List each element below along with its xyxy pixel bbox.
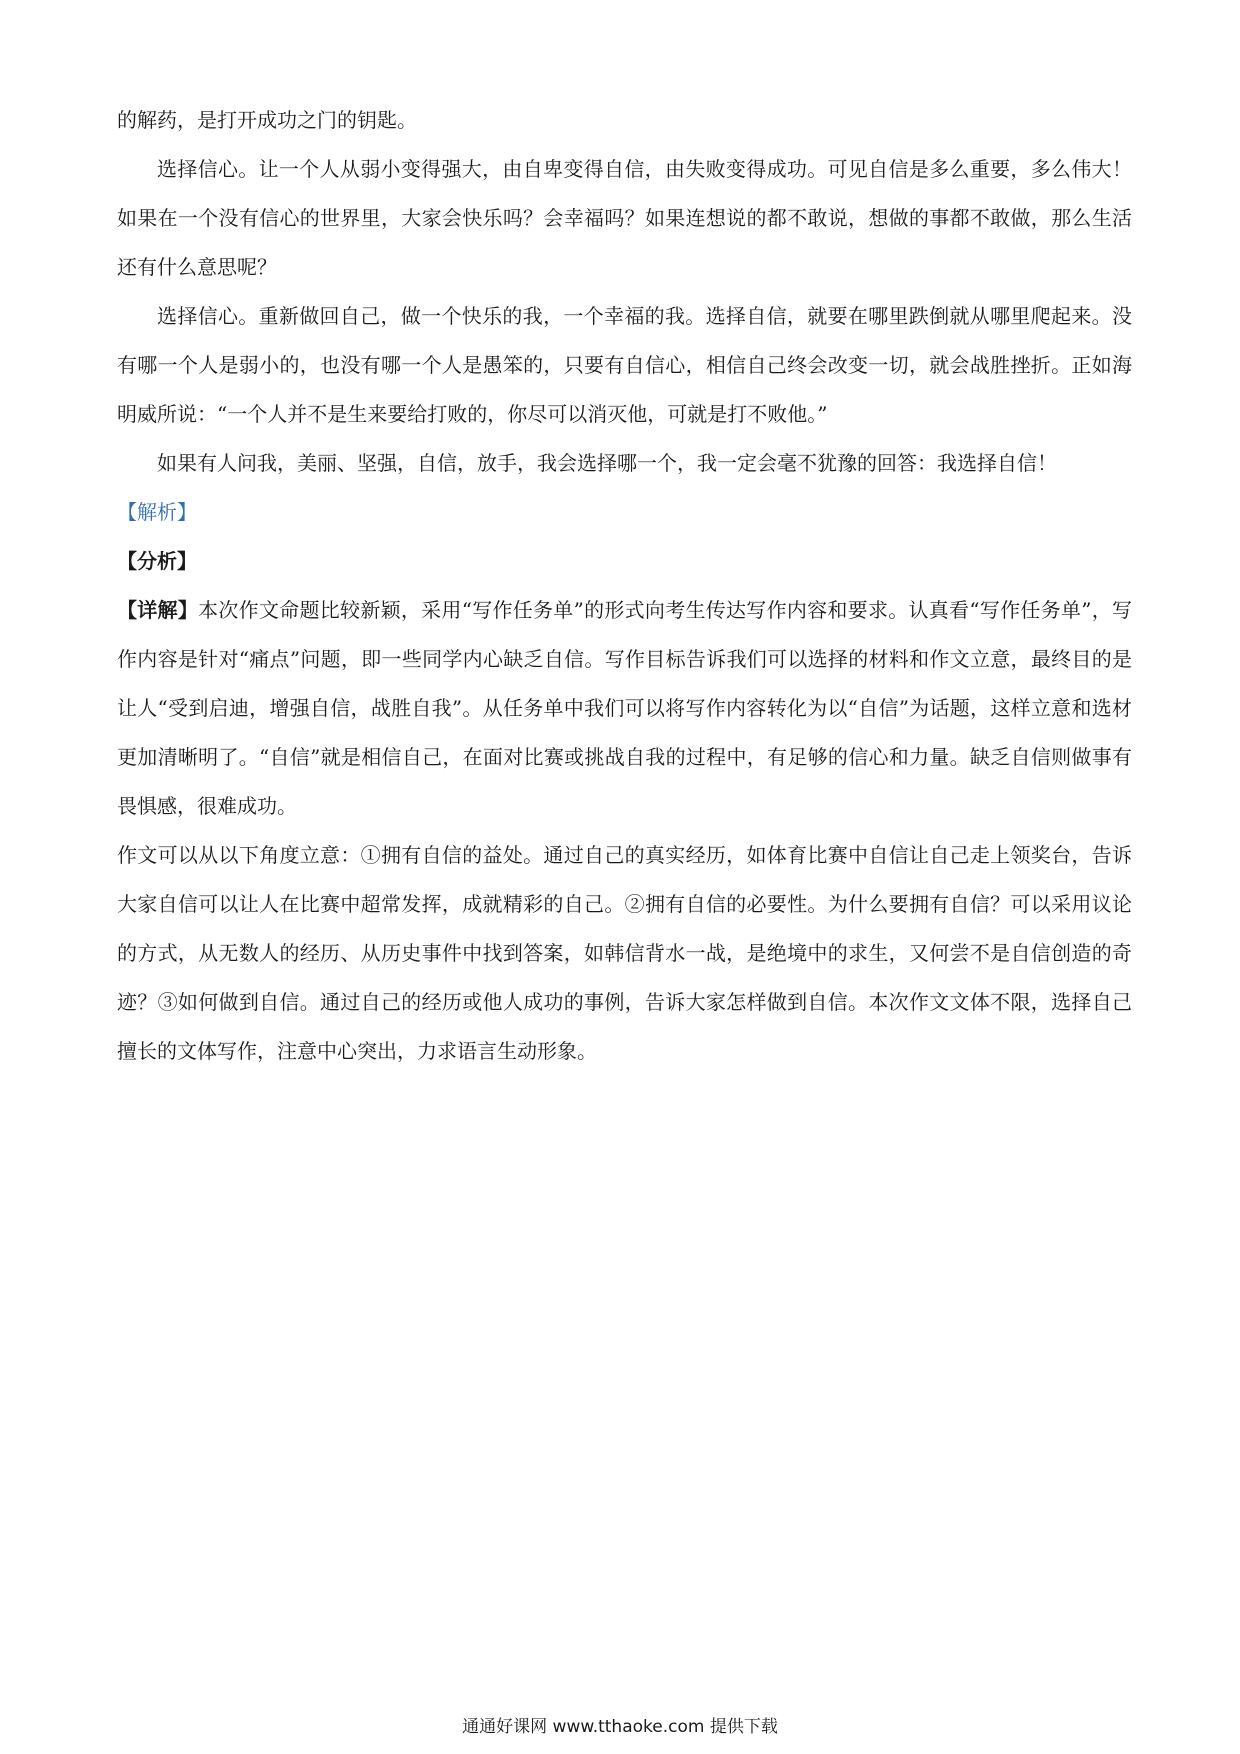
jiexi-label: 【解析】 bbox=[117, 500, 197, 524]
essay-paragraph-4: 如果有人问我，美丽、坚强，自信，放手，我会选择哪一个，我一定会毫不犹豫的回答：我选择自信！ bbox=[157, 451, 1057, 475]
detail-label: 【详解】 bbox=[117, 598, 199, 622]
fenxi-label: 【分析】 bbox=[117, 549, 197, 573]
footer-credit: 通通好课网 www.tthaoke.com 提供下载 bbox=[462, 1717, 778, 1737]
essay-paragraph-2: 选择信心。让一个人从弱小变得强大，由自卑变得自信，由失败变得成功。可见自信是多么重要，多么伟大！如果在一个没有信心的世界里，大家会快乐吗？会幸福吗？如果连想说的都不敢说，想做的事都不敢做，那么生活还有什么意思呢？ bbox=[117, 157, 1132, 279]
detail-text: 本次作文命题比较新颖，采用“写作任务单”的形式向考生传达写作内容和要求。认真看“写作任务单”，写作内容是针对“痛点”问题，即一些同学内心缺乏自信。写作目标告诉我们可以选择的材料和作文立意，最终目的是让人“受到启迪，增强自信，战胜自我”。从任务单中我们可以将写作内容转化为以“自信”为话题，这样立意和选材更加清晰明了。“自信”就是相信自己，在面对比赛或挑战自我的过程中，有足够的信心和力量。缺乏自信则做事有畏惧感，很难成功。 bbox=[117, 598, 1132, 818]
detail-paragraph bbox=[117, 586, 1132, 831]
essay-paragraph-1: 的解药，是打开成功之门的钥匙。 bbox=[117, 108, 417, 132]
angles-paragraph: 作文可以从以下角度立意：①拥有自信的益处。通过自己的真实经历，如体育比赛中自信让自己走上领奖台，告诉大家自信可以让人在比赛中超常发挥，成就精彩的自己。②拥有自信的必要性。为什么要拥有自信？可以采用议论的方式，从无数人的经历、从历史事件中找到答案，如韩信背水一战，是绝境中的求生，又何尝不是自信创造的奇迹？③如何做到自信。通过自己的经历或他人成功的事例，告诉大家怎样做到自信。本次作文文体不限，选择自己擅长的文体写作，注意中心突出，力求语言生动形象。 bbox=[117, 843, 1132, 1063]
essay-paragraph-3: 选择信心。重新做回自己，做一个快乐的我，一个幸福的我。选择自信，就要在哪里跌倒就从哪里爬起来。没有哪一个人是弱小的，也没有哪一个人是愚笨的，只要有自信心，相信自己终会改变一切，就会战胜挫折。正如海明威所说：“一个人并不是生来要给打败的，你尽可以消灭他，可就是打不败他。” bbox=[117, 304, 1132, 426]
document-content bbox=[117, 96, 1132, 1076]
